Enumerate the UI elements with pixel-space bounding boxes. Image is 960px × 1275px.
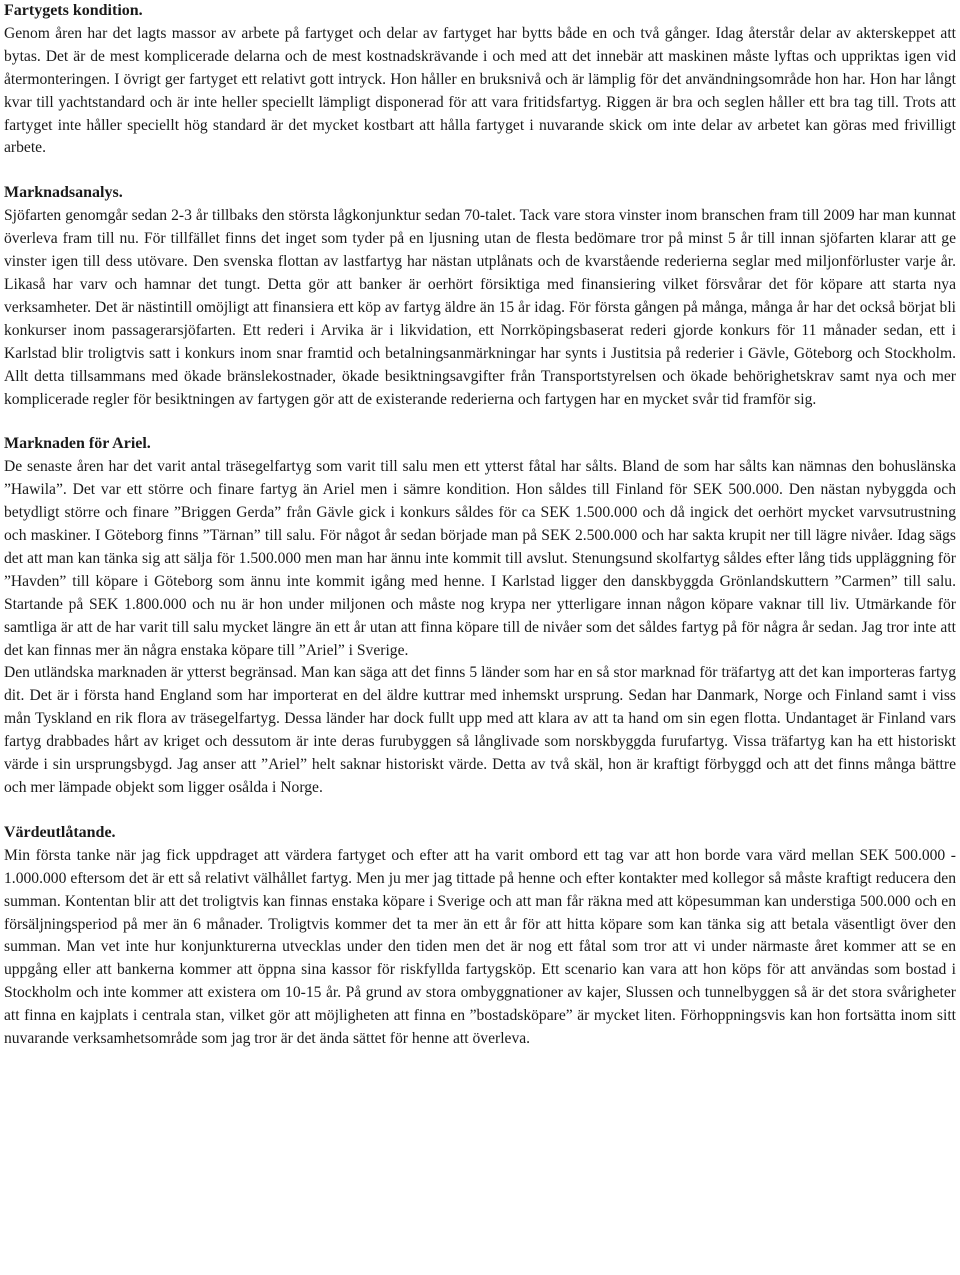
section-heading: Värdeutlåtande. [4,823,116,841]
section-heading: Marknadsanalys. [4,184,123,202]
section-vardeutlatande [4,822,956,1051]
paragraph: Min första tanke när jag fick uppdraget att värdera fartyget och efter att ha varit ombord ett tag var att hon borde vara värd mellan SEK 500.000 - 1.000.000 eftersom det är ett så relativt välhållet fartyg. Men ju mer jag tittade på henne och efter kontakter med kollegor så måste kraftigt reducera den summan. Kontentan blir att det troligtvis kan finnas enstaka köpare i Sverige och att man får räkna med att köpesumman kan understiga 500.000 och en försäljningsperiod på mer än 6 månader. Troligtvis kommer det ta mer än ett år för att hitta köpare som kan tänka sig att betala väsentligt över den summan. Man vet inte hur konjunkturerna utvecklas under den tiden men det är nog ett fåtal som tror att vi under närmaste året kommer att se en uppgång eller att bankerna kommer att öppna sina kassor för riskfyllda fartygsköp. Ett scenario kan vara att hon köps för att användas som bostad i Stockholm och inte kommer att existera om 10-15 år. På grund av stora ombyggnationer av kajer, Slussen och tunnelbyggen så är det stora svårigheter att finna en kajplats i centrala stan, vilket gör att möjligheten att finna en ”bostadsköpare” är mycket liten. Förhoppningsvis kan hon fortsätta inom sitt nuvarande verksamhetsområde som jag tror är det ända sättet för henne att överleva. [4,846,956,1048]
document-page [4,0,956,1051]
section-spacer [4,800,956,822]
section-heading: Marknaden för Ariel. [4,435,151,453]
section-spacer [4,411,956,433]
section-marknaden-for-ariel [4,433,956,800]
section-spacer [4,160,956,182]
section-marknadsanalys [4,182,956,411]
section-heading: Fartygets kondition. [4,2,143,19]
section-fartygets-kondition [4,0,956,160]
paragraph: De senaste åren har det varit antal träsegelfartyg som varit till salu men ett ytterst fåtal har sålts. Bland de som har sålts kan nämnas den bohuslänska ”Hawila”. Det var ett större och finare fartyg än Ariel men i sämre kondition. Hon såldes till Finland för SEK 500.000. Den nästan nybyggda och betydligt större och finare ”Briggen Gerda” från Gävle gick i konkurs såldes för ca SEK 1.500.000 och då ingick det oerhört mycket varvsutrustning och maskiner. I Göteborg finns ”Tärnan” till salu. För något år sedan började man på SEK 2.500.000 och har sakta krupit ner till lägre nivåer. Idag sägs det att man kan tänka sig att sälja för 1.500.000 men man har ännu inte kommit till avslut. Stenungsund skolfartyg såldes efter lång tids uppläggning för ”Havden” till köpare i Göteborg som ännu inte kommit igång med henne. I Karlstad ligger den danskbyggda Grönlandskuttern ”Carmen” till salu. Startande på SEK 1.800.000 och nu är hon under miljonen och måste nog krypa ner ytterligare innan någon köpare vaknar till liv. Utmärkande för samtliga är att de har varit till salu mycket längre än ett år utan att finna köpare till de nivåer som det såldes fartyg på för några år sedan. Jag tror inte att det kan finnas mer än några enstaka köpare till ”Ariel” i Sverige. [4,458,956,659]
paragraph: Genom åren har det lagts massor av arbete på fartyget och delar av fartyget har bytts både en och två gånger. Idag återstår delar av akterskeppet att bytas. Det är de mest komplicerade delarna och de mest kostnadskrävande i och med att det innebär att maskinen måste lyftas och uppriktas igen vid återmonteringen. I övrigt ger fartyget ett relativt gott intryck. Hon håller en bruksnivå och är lämplig för det användningsområde hon har. Hon har långt kvar till yachtstandard och är inte heller speciellt lämpligt disponerad för att vara fritidsfartyg. Riggen är bra och seglen håller ett bra tag till. Trots att fartyget inte håller speciellt hög standard är det mycket kostbart att hålla fartyget i nuvarande skick om inte delar av arbetet kan göras med frivilligt arbete. [4,24,956,157]
paragraph: Den utländska marknaden är ytterst begränsad. Man kan säga att det finns 5 länder som har en så stor marknad för träfartyg att det kan importeras fartyg dit. Det är i första hand England som har importerat en del äldre kuttrar med inhemskt ursprung. Sedan har Danmark, Norge och Finland samt i viss mån Tyskland en rik flora av träsegelfartyg. Dessa länder har dock fullt upp med att klara av att ta hand om sin egen flotta. Undantaget är Finland vars fartyg drabbades hårt av kriget och dessutom är inte deras furubyggen så långlivade som norskbyggda furufartyg. Vissa träfartyg kan ha ett historiskt värde i sin ursprungsbygd. Jag anser att ”Ariel” helt saknar historiskt värde. Detta av två skäl, hon är kraftigt förbyggd och att det finns många bättre och mer lämpade objekt som ligger osålda i Norge. [4,664,956,796]
paragraph: Sjöfarten genomgår sedan 2-3 år tillbaks den största lågkonjunktur sedan 70-talet. Tack vare stora vinster inom branschen fram till 2009 har man kunnat överleva fram till nu. För tillfället finns det inget som tyder på en ljusning utan de flesta bedömare tror på minst 5 år till innan sjöfarten klarar att ge vinster igen till dess utövare. Den svenska flottan av lastfartyg har nästan utplånats och de kvarstående rederierna seglar med miljonförluster varje år. Likaså har varv och hamnar det tungt. Detta gör att banker är oerhört försiktiga med finansiering vilket försvårar det för köpare att starta nya verksamheter. Det är nästintill omöjligt att finansiera ett köp av fartyg äldre än 15 år idag. För första gången på många, många år har det också börjat bli konkurser inom passagerarsjöfarten. Ett rederi i Arvika är i likvidation, ett Norrköpingsbaserat rederi gjorde konkurs för 11 månader sedan, ett i Karlstad blir troligtvis satt i konkurs inom snar framtid och betalningsanmärkningar har synts i Justitsia på rederier i Gävle, Göteborg och Stockholm. Allt detta tillsammans med ökade bränslekostnader, ökade besiktningsavgifter från Transportstyrelsen och ökade behörighetskrav samt nya och mer komplicerade regler för besiktningen av fartygen gör att de existerande rederierna och fartygen har en mycket svår tid framför sig. [4,207,956,408]
